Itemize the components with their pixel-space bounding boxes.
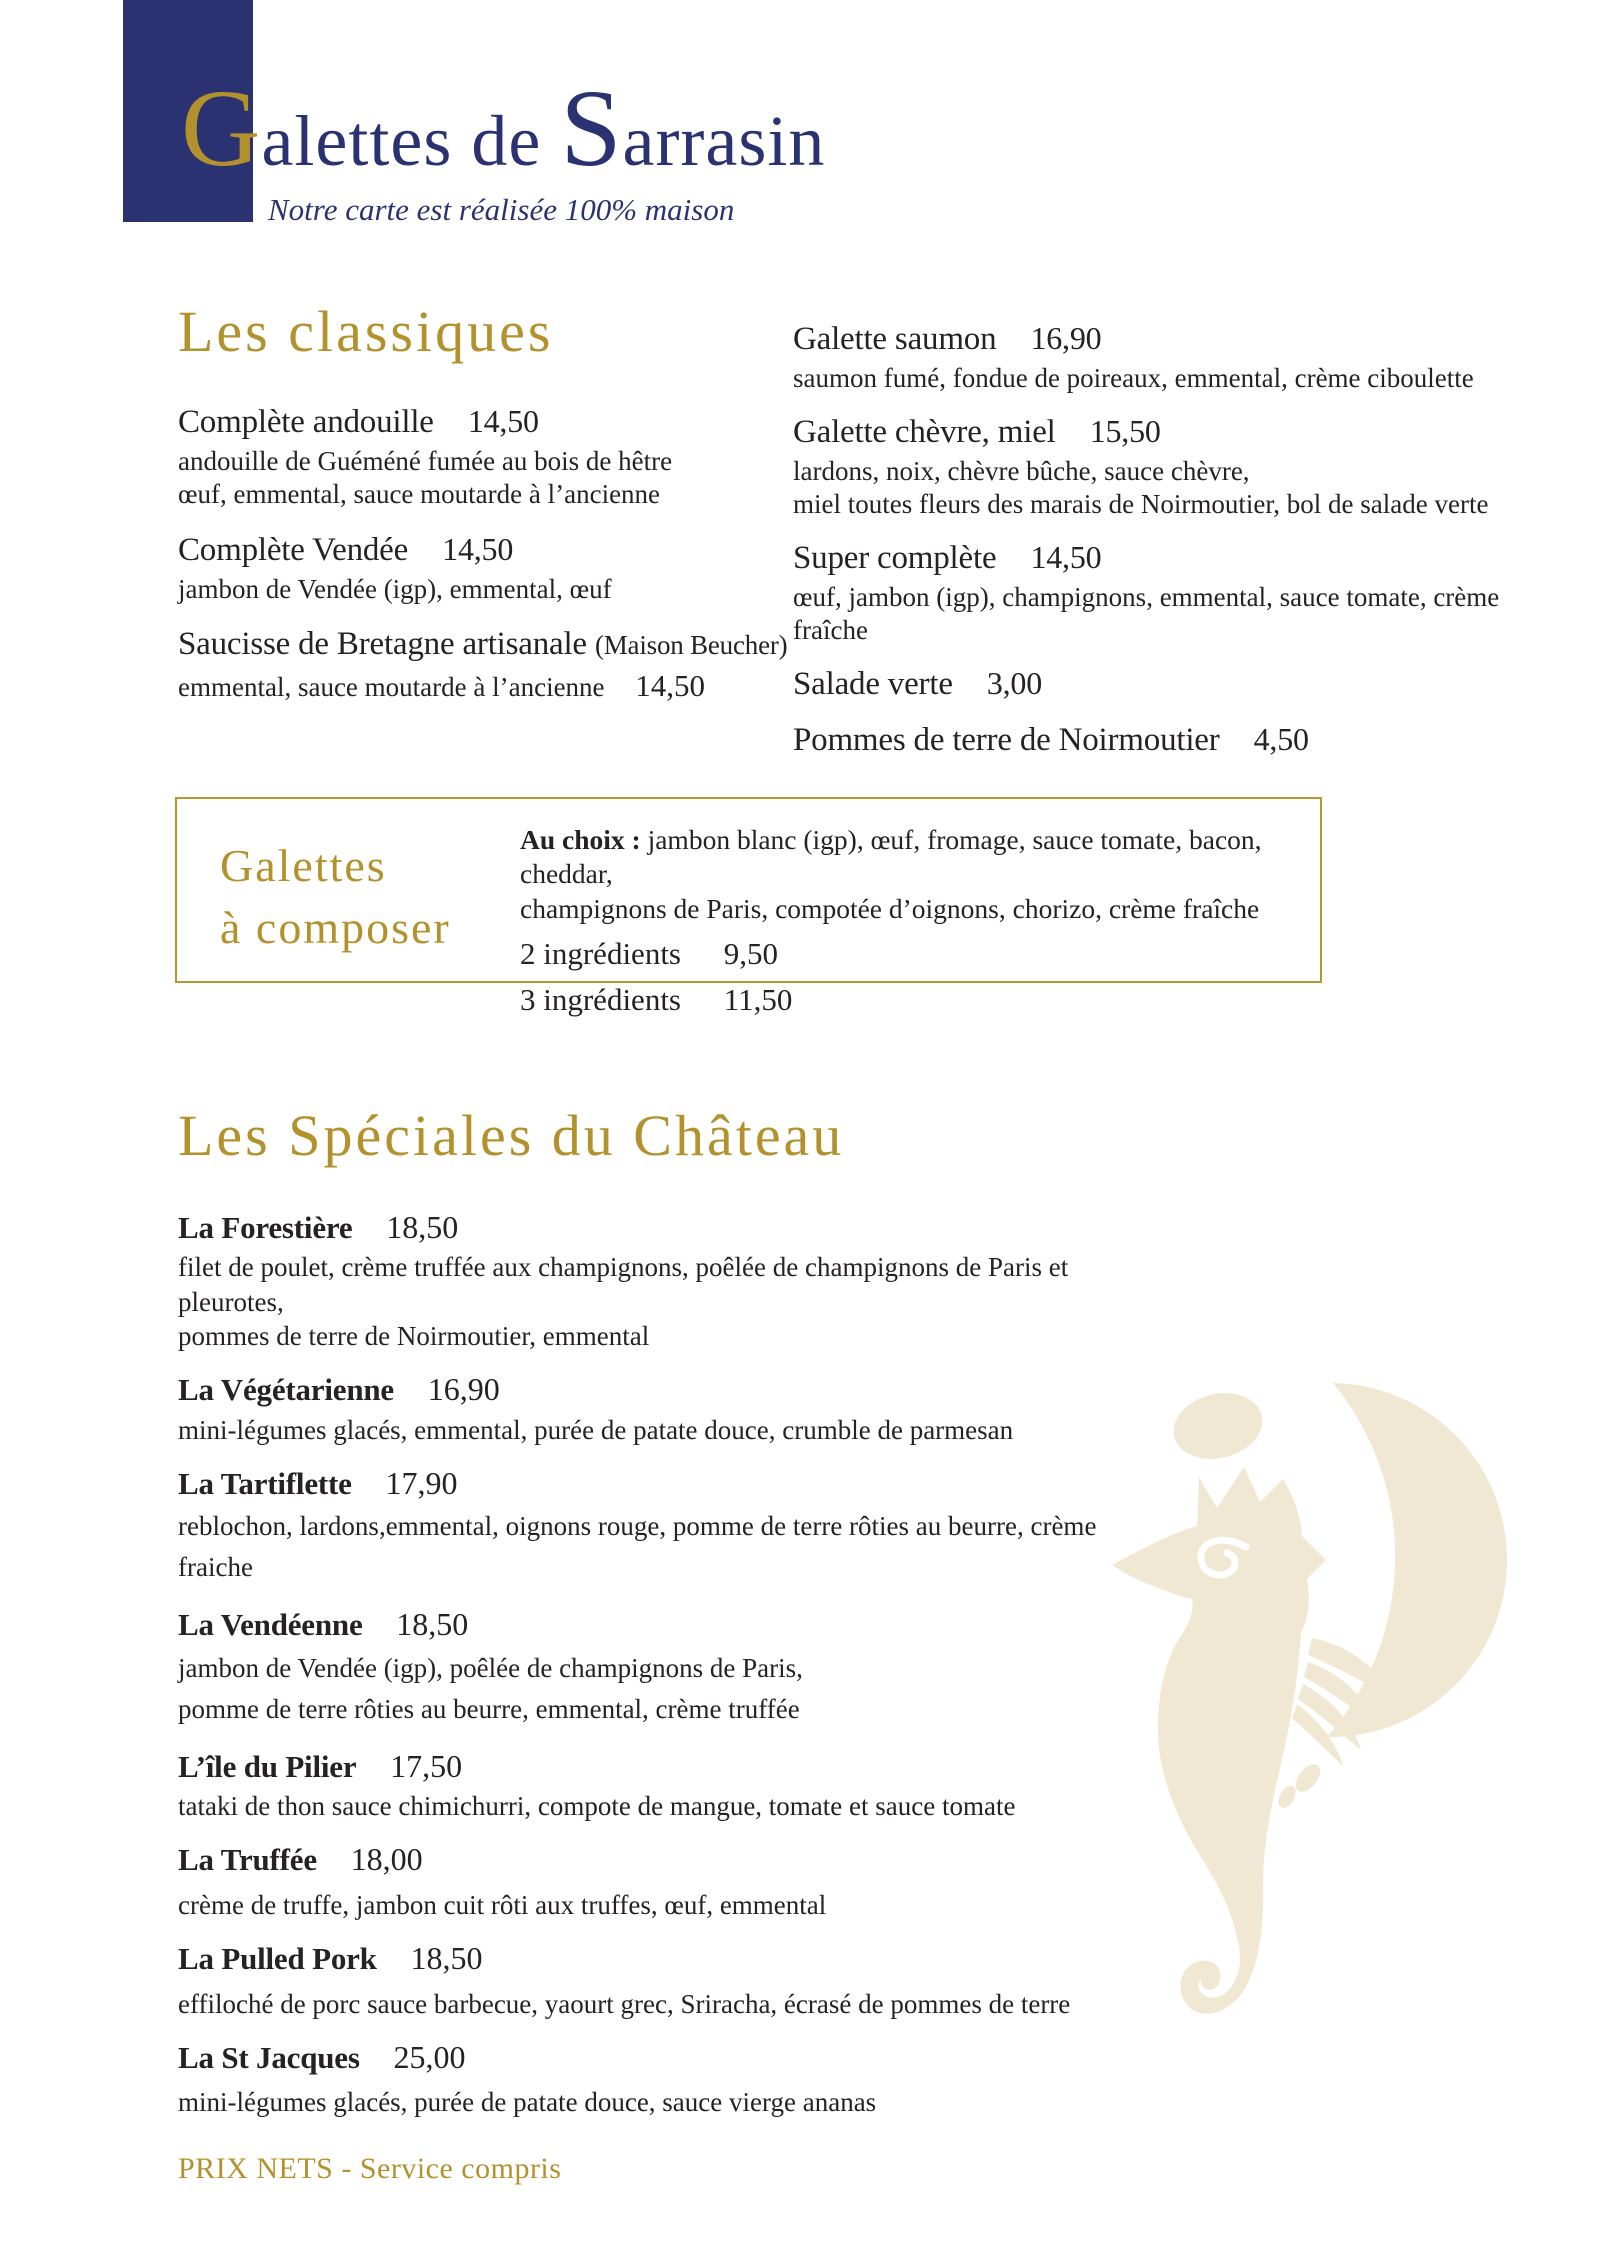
item-desc: crème de truffe, jambon cuit rôti aux truffes, œuf, emmental (178, 1889, 827, 1920)
choice-label: Au choix : (520, 824, 641, 855)
classiques-left-column (178, 403, 798, 724)
composer-choices-line2: champignons de Paris, compotée d’oignons, chorizo, crème fraîche (520, 892, 1260, 924)
item-title (178, 1840, 1168, 1878)
item-price: 14,50 (442, 530, 514, 567)
item-price: 16,90 (427, 1371, 500, 1408)
crescent-shape (1327, 1383, 1507, 1737)
item-title (178, 626, 798, 664)
menu-item (178, 531, 798, 606)
title-initial-s: S (560, 67, 623, 189)
item-desc: mini-légumes glacés, purée de patate douce, sauce vierge ananas (178, 2087, 877, 2118)
item-title (793, 721, 1553, 760)
item-price: 18,50 (410, 1940, 483, 1977)
item-name: La Pulled Pork (178, 1941, 377, 1977)
item-price: 14,50 (467, 403, 539, 439)
menu-item (178, 2038, 1168, 2120)
item-name: La Végétarienne (178, 1372, 394, 1408)
option-price: 11,50 (723, 982, 793, 1018)
item-desc: œuf, jambon (igp), champignons, emmental, sauce tomate, crème fraîche (793, 581, 1500, 645)
item-title (178, 2038, 1168, 2076)
item-name: Complète andouille (178, 404, 434, 440)
composer-title-line2: à composer (220, 902, 451, 954)
item-title (178, 1208, 1168, 1246)
item-desc: œuf, emmental, sauce moutarde à l’ancienne (178, 478, 661, 509)
item-name: Pommes de terre de Noirmoutier (793, 722, 1220, 759)
item-name: La Forestière (178, 1210, 353, 1245)
item-title (178, 531, 798, 570)
item-title (793, 413, 1553, 452)
option-label: 2 ingrédients (520, 936, 681, 972)
item-desc: saumon fumé, fondue de poireaux, emmental, crème ciboulette (793, 362, 1474, 393)
item-title (178, 1939, 1168, 1977)
item-desc: jambon de Vendée (igp), poêlée de champignons de Paris, (178, 1652, 803, 1683)
item-price: 4,50 (1253, 721, 1309, 758)
menu-item (178, 1939, 1168, 2021)
item-name: L’île du Pilier (178, 1748, 357, 1784)
page-title (181, 67, 826, 189)
item-title (178, 1464, 1168, 1502)
title-end: arrasin (622, 101, 826, 181)
title-mid: alettes de (261, 101, 561, 181)
fin-droplet (1291, 1760, 1325, 1796)
composer-title-line1: Galettes (220, 840, 387, 891)
item-price: 3,00 (986, 664, 1043, 701)
option-label: 3 ingrédients (520, 982, 681, 1018)
menu-item (793, 539, 1553, 647)
item-name: Super complète (793, 539, 997, 576)
classiques-right-column (793, 320, 1553, 778)
item-desc (178, 667, 798, 705)
item-title (793, 320, 1553, 359)
menu-item (793, 665, 1553, 704)
item-desc: jambon de Vendée (igp), emmental, œuf (178, 573, 612, 604)
item-desc: tataki de thon sauce chimichurri, compote de mangue, tomate et sauce tomate (178, 1791, 1016, 1822)
composer-choices-line1 (520, 823, 1320, 892)
subtitle: Notre carte est réalisée 100% maison (268, 192, 735, 227)
item-price: 18,50 (386, 1209, 459, 1245)
classiques-heading: Les classiques (178, 299, 554, 364)
item-title (178, 1605, 1168, 1643)
item-desc: filet de poulet, crème truffée aux champignons, poêlée de champignons de Paris et pleurotes, (178, 1252, 1069, 1317)
item-name: Salade verte (793, 665, 953, 702)
item-name: Galette saumon (793, 321, 997, 357)
dot-shape (1167, 1384, 1270, 1468)
item-note: (Maison Beucher) (594, 629, 788, 660)
choice-text: jambon blanc (igp), œuf, fromage, sauce tomate, bacon, cheddar, (520, 824, 1262, 890)
item-title (178, 1747, 1168, 1785)
item-name: La Tartiflette (178, 1465, 352, 1501)
menu-item (793, 721, 1553, 760)
item-name: La Truffée (178, 1842, 317, 1878)
item-price: 25,00 (393, 2038, 466, 2075)
option-price: 9,50 (723, 936, 778, 972)
item-price: 18,50 (396, 1606, 469, 1643)
footer-note: PRIX NETS - Service compris (178, 2152, 562, 2185)
speciales-heading: Les Spéciales du Château (178, 1103, 845, 1168)
item-title (793, 665, 1553, 704)
menu-item (178, 1370, 1168, 1447)
item-price: 15,50 (1089, 412, 1161, 449)
composer-option (520, 936, 1320, 972)
composer-content (520, 799, 1320, 1018)
item-desc-text: emmental, sauce moutarde à l’ancienne (178, 671, 605, 702)
item-name: Galette chèvre, miel (793, 413, 1056, 450)
item-price: 17,50 (390, 1747, 463, 1784)
item-price: 16,90 (1030, 320, 1102, 356)
menu-item (178, 1208, 1168, 1353)
item-title (793, 539, 1553, 578)
composer-option (520, 982, 1320, 1018)
item-name: La Vendéenne (178, 1607, 363, 1643)
menu-item (178, 626, 798, 705)
item-title (178, 403, 798, 442)
menu-item (793, 413, 1553, 521)
menu-item (178, 1747, 1168, 1824)
composer-box (175, 797, 1322, 1018)
item-desc: fraiche (178, 1552, 253, 1583)
item-desc: miel toutes fleurs des marais de Noirmoutier, bol de salade verte (793, 488, 1489, 519)
item-price: 14,50 (635, 667, 706, 703)
item-desc: reblochon, lardons,emmental, oignons rouge, pomme de terre rôties au beurre, crème (178, 1511, 1097, 1542)
item-desc: mini-légumes glacés, emmental, purée de patate douce, crumble de parmesan (178, 1414, 1014, 1445)
menu-item (793, 320, 1553, 395)
menu-item (178, 1464, 1168, 1588)
fin-droplet (1275, 1783, 1299, 1811)
item-desc: effiloché de porc sauce barbecue, yaourt grec, Sriracha, écrasé de pommes de terre (178, 1988, 1071, 2019)
menu-item (178, 1605, 1168, 1729)
composer-title (177, 799, 520, 981)
item-desc: pommes de terre de Noirmoutier, emmental (178, 1320, 650, 1351)
item-name: Saucisse de Bretagne artisanale (178, 625, 587, 662)
item-desc: pomme de terre rôties au beurre, emmental, crème truffée (178, 1693, 800, 1724)
item-desc: lardons, noix, chèvre bûche, sauce chèvre, (793, 455, 1250, 486)
item-title (178, 1370, 1168, 1408)
item-price: 18,00 (350, 1841, 423, 1878)
item-price: 14,50 (1030, 538, 1102, 575)
item-price: 17,90 (385, 1464, 458, 1501)
menu-item (178, 403, 798, 511)
speciales-list (178, 1208, 1168, 2137)
title-initial-g: G (181, 67, 262, 189)
item-name: La St Jacques (178, 2039, 360, 2075)
menu-item (178, 1840, 1168, 1922)
item-desc: andouille de Guéméné fumée au bois de hêtre (178, 445, 673, 476)
item-name: Complète Vendée (178, 531, 409, 568)
